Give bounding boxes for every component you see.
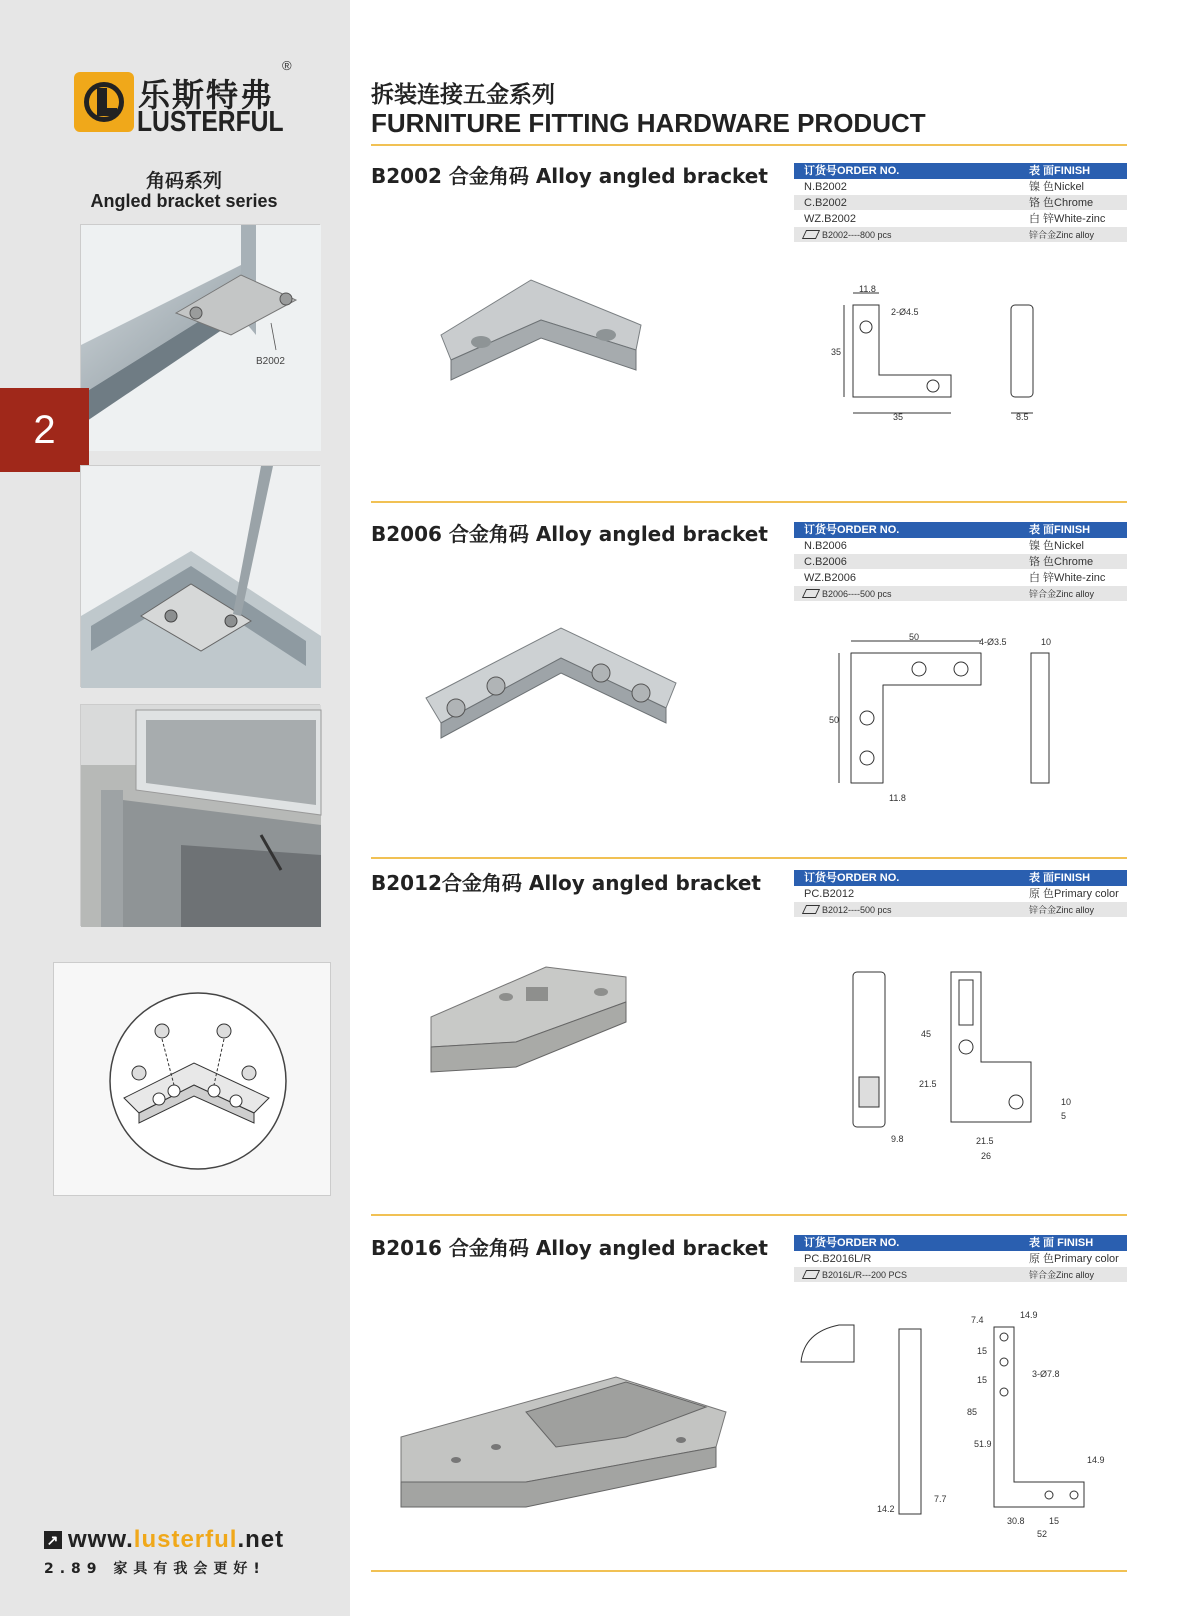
package-icon (802, 230, 820, 239)
order-no: C.B2002 (804, 197, 847, 209)
product-photo (421, 628, 681, 748)
svg-text:35: 35 (831, 347, 842, 357)
order-no: N.B2002 (804, 181, 847, 193)
brand-name-en: LUSTERFUL (137, 106, 284, 138)
finish: 白 锌White-zinc (1029, 572, 1106, 584)
divider (371, 144, 1127, 146)
photo-label: B2002 (256, 356, 285, 367)
finish: 镍 色Nickel (1029, 181, 1085, 193)
order-header: 订货号ORDER NO. (804, 872, 900, 884)
order-table (794, 870, 1127, 918)
finish: 铬 色Chrome (1029, 197, 1094, 209)
svg-text:14.9: 14.9 (1087, 1455, 1105, 1465)
brand-name-cn: 乐斯特弗 (138, 76, 275, 114)
finish-header: 表 面FINISH (1029, 524, 1091, 536)
svg-text:52: 52 (1037, 1529, 1048, 1539)
svg-text:3-Ø7.8: 3-Ø7.8 (1032, 1369, 1060, 1379)
svg-text:5: 5 (1061, 1111, 1067, 1121)
svg-text:15: 15 (977, 1375, 988, 1385)
order-table (794, 1235, 1127, 1283)
svg-text:85: 85 (967, 1407, 978, 1417)
logo-icon (74, 72, 134, 132)
package-icon (802, 589, 820, 598)
svg-text:50: 50 (829, 715, 840, 725)
order-no: WZ.B2002 (804, 213, 856, 225)
divider (371, 857, 1127, 859)
pack-qty: B2002----800 pcs (822, 230, 892, 240)
technical-drawing (799, 1307, 1129, 1557)
product-photo (396, 1352, 726, 1512)
product-photo (426, 967, 626, 1077)
svg-text:11.8: 11.8 (889, 793, 906, 803)
pack-qty: B2016L/R---200 PCS (822, 1270, 908, 1280)
technical-drawing (831, 284, 1091, 425)
series-title-en: Angled bracket series (90, 191, 278, 211)
order-no: C.B2006 (804, 556, 847, 568)
order-no: PC.B2016L/R (804, 1253, 872, 1265)
product-b2012 (371, 867, 1127, 1197)
product-photo (436, 280, 666, 390)
frame-corner-photo (80, 465, 320, 687)
finish-header: 表 面FINISH (1029, 872, 1091, 884)
page-title-cn: 拆装连接五金系列 (371, 82, 555, 108)
page-title-en: FURNITURE FITTING HARDWARE PRODUCT (371, 108, 926, 138)
registered-mark: ® (282, 58, 292, 73)
svg-text:9.8: 9.8 (891, 1134, 904, 1144)
finish: 铬 色Chrome (1029, 556, 1094, 568)
svg-text:51.9: 51.9 (974, 1439, 992, 1449)
svg-text:50: 50 (909, 632, 920, 642)
divider (371, 501, 1127, 503)
technical-drawing (831, 633, 1101, 803)
divider (371, 1214, 1127, 1216)
product-b2002 (371, 160, 1127, 490)
svg-text:10: 10 (1061, 1097, 1072, 1107)
slogan: 2.89 家具有我会更好! (44, 1561, 266, 1577)
svg-text:21.5: 21.5 (976, 1136, 994, 1146)
svg-text:15: 15 (1049, 1516, 1060, 1526)
product-title: B2012合金角码 Alloy angled bracket (371, 871, 761, 895)
order-header: 订货号ORDER NO. (804, 1237, 900, 1249)
divider (371, 1570, 1127, 1572)
svg-text:14.9: 14.9 (1020, 1310, 1038, 1320)
cabinet-installation-photo (80, 704, 320, 926)
svg-text:11.8: 11.8 (859, 284, 876, 294)
finish: 镍 色Nickel (1029, 540, 1085, 552)
svg-text:8.5: 8.5 (1016, 412, 1029, 422)
order-no: PC.B2012 (804, 888, 855, 900)
sidebar (0, 0, 350, 1616)
pack-qty: B2012----500 pcs (822, 905, 892, 915)
finish: 白 锌White-zinc (1029, 213, 1106, 225)
product-title: B2006 合金角码 Alloy angled bracket (371, 522, 768, 546)
svg-text:14.2: 14.2 (877, 1504, 895, 1514)
technical-drawing (851, 972, 1101, 1172)
order-no: N.B2006 (804, 540, 847, 552)
exploded-diagram-photo (53, 962, 331, 1196)
svg-text:35: 35 (893, 412, 904, 422)
website-url[interactable]: ↗ www.lusterful.net (44, 1526, 284, 1554)
order-table (794, 163, 1127, 243)
order-table (794, 522, 1127, 602)
product-title: B2016 合金角码 Alloy angled bracket (371, 1236, 768, 1260)
material: 锌合金Zinc alloy (1029, 1270, 1095, 1280)
finish-header: 表 面 FINISH (1029, 1237, 1094, 1249)
material: 锌合金Zinc alloy (1029, 589, 1095, 599)
finish-header: 表 面FINISH (1029, 165, 1091, 177)
package-icon (802, 905, 820, 914)
svg-text:4-Ø3.5: 4-Ø3.5 (979, 637, 1007, 647)
svg-text:30.8: 30.8 (1007, 1516, 1025, 1526)
pack-qty: B2006----500 pcs (822, 589, 892, 599)
page-number-tab: 2 (0, 388, 89, 472)
product-title: B2002 合金角码 Alloy angled bracket (371, 164, 768, 188)
svg-text:15: 15 (977, 1346, 988, 1356)
finish: 原 色Primary color (1029, 888, 1119, 900)
arrow-icon: ↗ (44, 1531, 62, 1549)
svg-text:45: 45 (921, 1029, 932, 1039)
series-title-cn: 角码系列 (145, 170, 222, 192)
order-no: WZ.B2006 (804, 572, 856, 584)
svg-text:2-Ø4.5: 2-Ø4.5 (891, 307, 919, 317)
svg-text:10: 10 (1041, 637, 1052, 647)
material: 锌合金Zinc alloy (1029, 230, 1095, 240)
order-header: 订货号ORDER NO. (804, 165, 900, 177)
bracket-rail-photo (80, 224, 320, 450)
order-header: 订货号ORDER NO. (804, 524, 900, 536)
svg-text:26: 26 (981, 1151, 992, 1161)
material: 锌合金Zinc alloy (1029, 905, 1095, 915)
svg-text:21.5: 21.5 (919, 1079, 937, 1089)
svg-text:7.7: 7.7 (934, 1494, 947, 1504)
package-icon (802, 1270, 820, 1279)
product-b2016 (371, 1232, 1127, 1562)
svg-text:7.4: 7.4 (971, 1315, 984, 1325)
finish: 原 色Primary color (1029, 1253, 1119, 1265)
product-b2006 (371, 518, 1127, 848)
